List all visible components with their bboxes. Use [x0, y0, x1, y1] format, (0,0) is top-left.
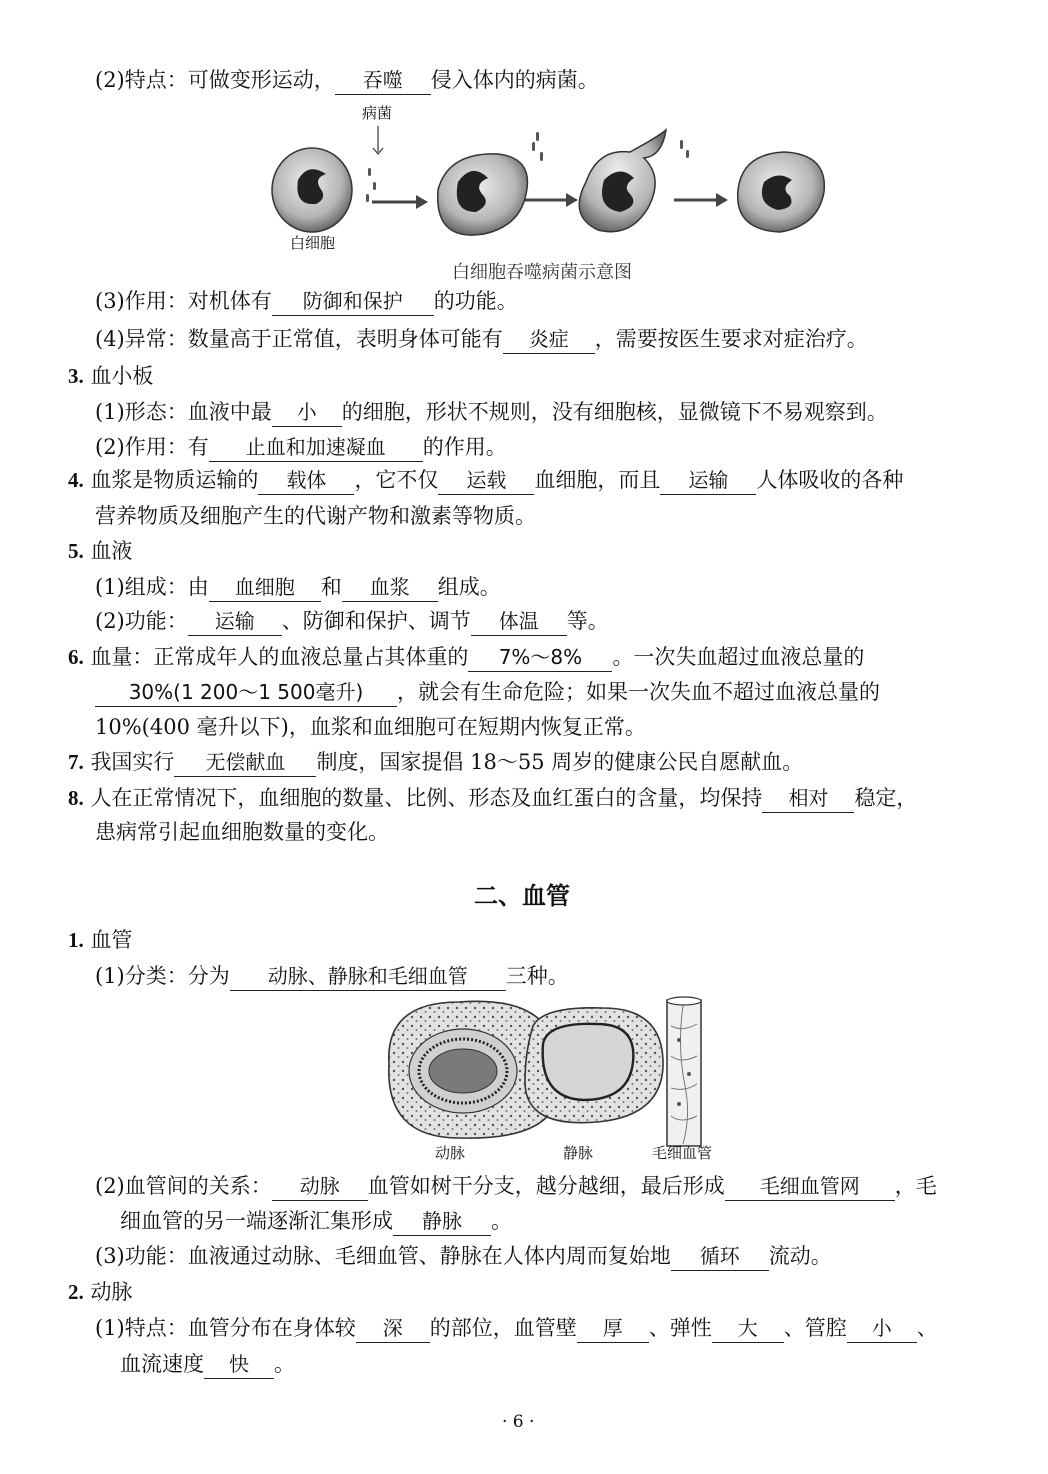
text: (3)作用：对机体有 [95, 289, 272, 313]
text: (1)分类：分为 [95, 964, 230, 988]
answer-blank: 小 [272, 398, 342, 427]
vein-label: 静脉 [563, 1144, 594, 1162]
text: 制度，国家提倡 18～55 周岁的健康公民自愿献血。 [316, 750, 804, 774]
answer-blank: 厚 [577, 1314, 649, 1343]
vein-cross-section [525, 1008, 663, 1123]
text: (3)功能：血液通过动脉、毛细血管、静脉在人体内周而复始地 [95, 1244, 671, 1268]
answer-blank: 循环 [671, 1242, 769, 1271]
blood-heading [68, 537, 132, 565]
answer-blank: 载体 [258, 466, 354, 495]
text: 的作用。 [422, 435, 507, 459]
answer-blank: 动脉 [272, 1172, 368, 1201]
vessel-classify-line [95, 962, 569, 991]
text: (2)作用：有 [95, 435, 209, 459]
answer-blank: 吞噬 [335, 66, 431, 95]
volume-line-2 [95, 678, 880, 707]
text: 。 [274, 1352, 295, 1376]
text: 和 [320, 575, 342, 599]
answer-blank: 止血和加速凝血 [209, 433, 423, 462]
stability-line-1 [68, 784, 917, 813]
figure-caption: 白细胞吞噬病菌示意图 [452, 262, 632, 283]
donation-line [68, 748, 803, 777]
text: 侵入体内的病菌。 [430, 68, 599, 92]
platelet-shape-line [95, 398, 888, 427]
text: (4)异常：数量高于正常值，表明身体可能有 [95, 327, 503, 351]
text: 。一次失血超过血液总量的 [612, 645, 865, 669]
blood-function-line [95, 607, 609, 636]
text: ，就会有生命危险；如果一次失血不超过血液总量的 [397, 680, 880, 704]
answer-blank: 运输 [660, 466, 756, 495]
answer-blank: 30%(1 200～1 500毫升) [95, 678, 397, 707]
item-number: 6. [68, 645, 84, 669]
text: 我国实行 [90, 750, 175, 774]
text: 的功能。 [433, 289, 518, 313]
answer-blank: 小 [847, 1314, 917, 1343]
plasma-line-1 [68, 466, 903, 495]
text: 、 [916, 1316, 938, 1340]
answer-blank: 7%～8% [468, 643, 612, 672]
answer-blank: 体温 [471, 607, 567, 636]
item-number: 2. [68, 1280, 84, 1304]
blood-vessel-figure [383, 996, 723, 1146]
heading-text: 血液 [90, 539, 133, 563]
stability-line-2: 患病常引起血细胞数量的变化。 [95, 820, 389, 844]
text: 、弹性 [648, 1316, 712, 1340]
answer-blank: 防御和保护 [272, 287, 434, 316]
wbc-abnormal-line [95, 325, 868, 354]
text: 细血管的另一端逐渐汇集形成 [120, 1209, 393, 1233]
text: 的部位，血管壁 [429, 1316, 577, 1340]
heading-text: 动脉 [90, 1280, 133, 1304]
answer-blank: 大 [712, 1314, 784, 1343]
wbc-feature-line [95, 66, 599, 95]
answer-blank: 运载 [438, 466, 534, 495]
text: (1)特点：血管分布在身体较 [95, 1316, 356, 1340]
item-number: 1. [68, 928, 84, 952]
vessel-relation-line-1 [95, 1172, 937, 1201]
item-number: 5. [68, 539, 84, 563]
answer-blank: 动脉、静脉和毛细血管 [230, 962, 506, 991]
text: 血量：正常成年人的血液总量占其体重的 [90, 645, 469, 669]
answer-blank: 血浆 [342, 573, 438, 602]
capillary-label: 毛细血管 [652, 1144, 713, 1162]
text: 流动。 [768, 1244, 832, 1268]
vessel-relation-line-2 [120, 1207, 512, 1236]
text: ，需要按医生要求对症治疗。 [594, 327, 868, 351]
white-blood-cell-3 [579, 130, 666, 232]
answer-blank: 深 [356, 1314, 430, 1343]
text: (1)形态：血液中最 [95, 400, 272, 424]
vessel-function-line [95, 1242, 832, 1271]
wbc-phagocytosis-figure [270, 120, 840, 250]
artery-heading [68, 1278, 132, 1306]
heading-text: 血管 [90, 928, 133, 952]
answer-blank: 血细胞 [209, 573, 321, 602]
white-blood-cell-label: 白细胞 [290, 234, 336, 252]
answer-blank: 炎症 [503, 325, 595, 354]
item-number: 3. [68, 364, 84, 388]
white-blood-cell-1 [272, 148, 352, 232]
answer-blank: 无偿献血 [174, 748, 316, 777]
text: 的细胞，形状不规则，没有细胞核，显微镜下不易观察到。 [341, 400, 888, 424]
bacteria-label: 病菌 [362, 104, 393, 122]
item-number: 4. [68, 468, 84, 492]
answer-blank: 运输 [188, 607, 282, 636]
text: 。 [491, 1209, 512, 1233]
text: 组成。 [437, 575, 501, 599]
volume-line-1 [68, 643, 864, 672]
text: 三种。 [505, 964, 569, 988]
text: 等。 [566, 609, 609, 633]
text: 血管如树干分支，越分越细，最后形成 [367, 1174, 725, 1198]
artery-label: 动脉 [435, 1144, 466, 1162]
white-blood-cell-4 [738, 152, 825, 232]
blood-composition-line [95, 573, 501, 602]
capillary-tube [667, 997, 701, 1146]
heading-text: 血小板 [90, 364, 154, 388]
text: (2)功能： [95, 609, 188, 633]
platelet-role-line [95, 433, 507, 462]
section-title: 二、血管 [474, 881, 570, 910]
item-number: 8. [68, 786, 84, 810]
answer-blank: 相对 [762, 784, 854, 813]
text: (2)特点：可做变形运动， [95, 68, 335, 92]
text: 、管腔 [783, 1316, 847, 1340]
text: 血流速度 [120, 1352, 204, 1376]
answer-blank: 静脉 [393, 1207, 491, 1236]
white-blood-cell-2 [438, 154, 528, 235]
text: 血细胞，而且 [534, 468, 661, 492]
text: 血浆是物质运输的 [90, 468, 259, 492]
text: 、防御和保护、调节 [281, 609, 471, 633]
wbc-role-line [95, 287, 518, 316]
text: 稳定， [854, 786, 918, 810]
volume-line-3: 10%(400 毫升以下)，血浆和血细胞可在短期内恢复正常。 [95, 715, 646, 739]
artery-feature-line-1 [95, 1314, 938, 1343]
page-number: · 6 · [502, 1412, 535, 1432]
answer-blank: 毛细血管网 [725, 1172, 895, 1201]
text: ，它不仅 [354, 468, 439, 492]
text: 人体吸收的各种 [756, 468, 904, 492]
vessel-heading [68, 926, 132, 954]
artery-feature-line-2 [120, 1350, 295, 1379]
text: ，毛 [894, 1174, 937, 1198]
item-number: 7. [68, 750, 84, 774]
platelet-heading [68, 362, 153, 390]
plasma-line-2: 营养物质及细胞产生的代谢产物和激素等物质。 [95, 504, 536, 528]
text: 人在正常情况下，血细胞的数量、比例、形态及血红蛋白的含量，均保持 [90, 786, 763, 810]
text: (2)血管间的关系： [95, 1174, 272, 1198]
text: (1)组成：由 [95, 575, 209, 599]
answer-blank: 快 [204, 1350, 274, 1379]
